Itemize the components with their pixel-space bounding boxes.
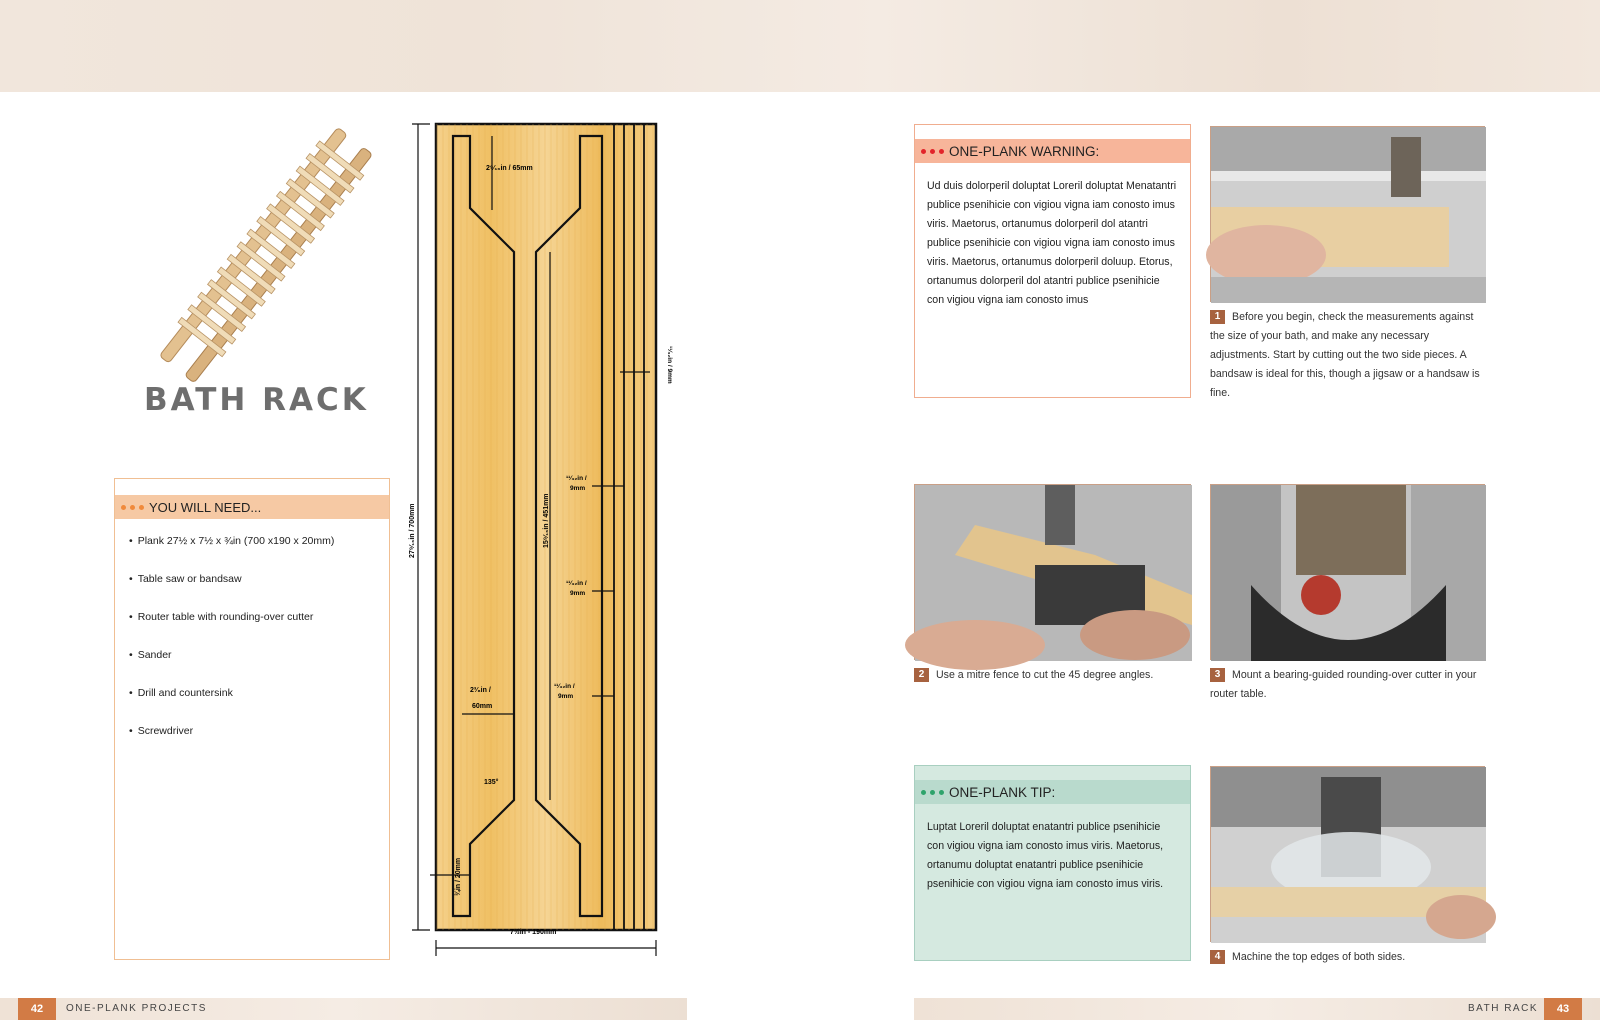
page-number-right: 43 bbox=[1544, 998, 1582, 1020]
step-2-caption bbox=[914, 666, 1204, 685]
materials-list bbox=[115, 519, 389, 763]
dimension-label: 2⁹⁄₁₆in / 65mm bbox=[486, 165, 533, 172]
bath-rack-illustration bbox=[160, 118, 360, 388]
page-number-left: 42 bbox=[18, 998, 56, 1020]
running-head-left: ONE-PLANK PROJECTS bbox=[66, 1003, 207, 1014]
caption-text: Use a mitre fence to cut the 45 degree angles. bbox=[936, 669, 1154, 681]
list-item: • Drill and countersink bbox=[129, 687, 389, 725]
dots-icon bbox=[121, 505, 144, 510]
step-number: 3 bbox=[1210, 668, 1225, 682]
tip-heading bbox=[915, 780, 1190, 804]
dimension-label: ¹¹⁄₃₂in / 9mm bbox=[666, 346, 673, 384]
warning-heading bbox=[915, 139, 1190, 163]
step-3-caption bbox=[1210, 666, 1490, 704]
list-item: • Screwdriver bbox=[129, 725, 389, 763]
dots-icon bbox=[921, 149, 944, 154]
dimension-label: 27⁹⁄₁₆in / 700mm bbox=[409, 503, 416, 558]
tip-text: Luptat Loreril doluptat enatantri publice psenihicie con vigiou vigna iam conosto imus viris. Maetorus, ortanumu doluptat enatantri publice psenihicie psenihicie con vigiou vigna iam conosto imus viris. bbox=[927, 821, 1164, 890]
you-will-need-heading bbox=[115, 495, 389, 519]
dimension-label: ¹¹⁄₃₂in / bbox=[554, 683, 575, 690]
dimension-label: ¾in / 20mm bbox=[455, 857, 462, 896]
step-1-caption bbox=[1210, 308, 1490, 403]
dimension-label: 2³⁄₈in / bbox=[470, 687, 491, 694]
caption-text: Mount a bearing-guided rounding-over cutter in your router table. bbox=[1210, 669, 1477, 700]
step-number: 1 bbox=[1210, 310, 1225, 324]
dimension-label: 7½in - 190mm bbox=[510, 929, 557, 936]
dimension-label: 15⁹⁄₁₆in / 451mm bbox=[543, 493, 550, 548]
step-4-photo bbox=[1210, 766, 1485, 942]
angle-label: 135° bbox=[484, 779, 499, 786]
plank-cutting-diagram bbox=[410, 118, 690, 968]
step-3-photo bbox=[1210, 484, 1485, 660]
dimension-label: ¹¹⁄₃₂in / bbox=[566, 475, 587, 482]
list-item: • Table saw or bandsaw bbox=[129, 573, 389, 611]
step-number: 2 bbox=[914, 668, 929, 682]
tip-box bbox=[914, 765, 1191, 961]
dimension-label: ¹¹⁄₃₂in / bbox=[566, 580, 587, 587]
running-head-right: BATH RACK bbox=[1468, 1003, 1538, 1014]
you-will-need-label: YOU WILL NEED... bbox=[149, 499, 262, 515]
dots-icon bbox=[921, 790, 944, 795]
top-texture-band bbox=[0, 0, 1600, 92]
list-item: • Sander bbox=[129, 649, 389, 687]
dimension-label: 60mm bbox=[472, 703, 493, 710]
step-number: 4 bbox=[1210, 950, 1225, 964]
you-will-need-box bbox=[114, 478, 390, 960]
step-4-caption bbox=[1210, 948, 1490, 967]
caption-text: Before you begin, check the measurements against the size of your bath, and make any necessary adjustments. Start by cutting out the two side pieces. A bandsaw is ideal for this, though a jigsaw or a handsaw is fine. bbox=[1210, 311, 1480, 399]
dimension-label: 9mm bbox=[570, 590, 586, 597]
dimension-label: 9mm bbox=[570, 485, 586, 492]
warning-label: ONE-PLANK WARNING: bbox=[949, 143, 1100, 159]
project-title: BATH RACK bbox=[144, 382, 369, 418]
warning-text: Ud duis dolorperil doluptat Loreril doluptat Menatantri publice psenihicie con vigiou vigna iam conosto imus viris. Maetorus, ortanumus dolorperil dol atantri publice psenihicie con vigiou vigna iam conosto imus viris. Maetorus, ortanumus dolorperil doluup. Etorus, ortanumus dolorperil dol atantri publice psenihicie con vigiou vigna iam conosto imus bbox=[927, 180, 1177, 306]
warning-box bbox=[914, 124, 1191, 398]
list-item: • Plank 27½ x 7½ x ¾in (700 x190 x 20mm) bbox=[129, 535, 389, 573]
list-item: • Router table with rounding-over cutter bbox=[129, 611, 389, 649]
caption-text: Machine the top edges of both sides. bbox=[1232, 951, 1406, 963]
step-2-photo bbox=[914, 484, 1191, 660]
dimension-label: 9mm bbox=[558, 693, 574, 700]
step-1-photo bbox=[1210, 126, 1485, 302]
tip-label: ONE-PLANK TIP: bbox=[949, 784, 1056, 800]
